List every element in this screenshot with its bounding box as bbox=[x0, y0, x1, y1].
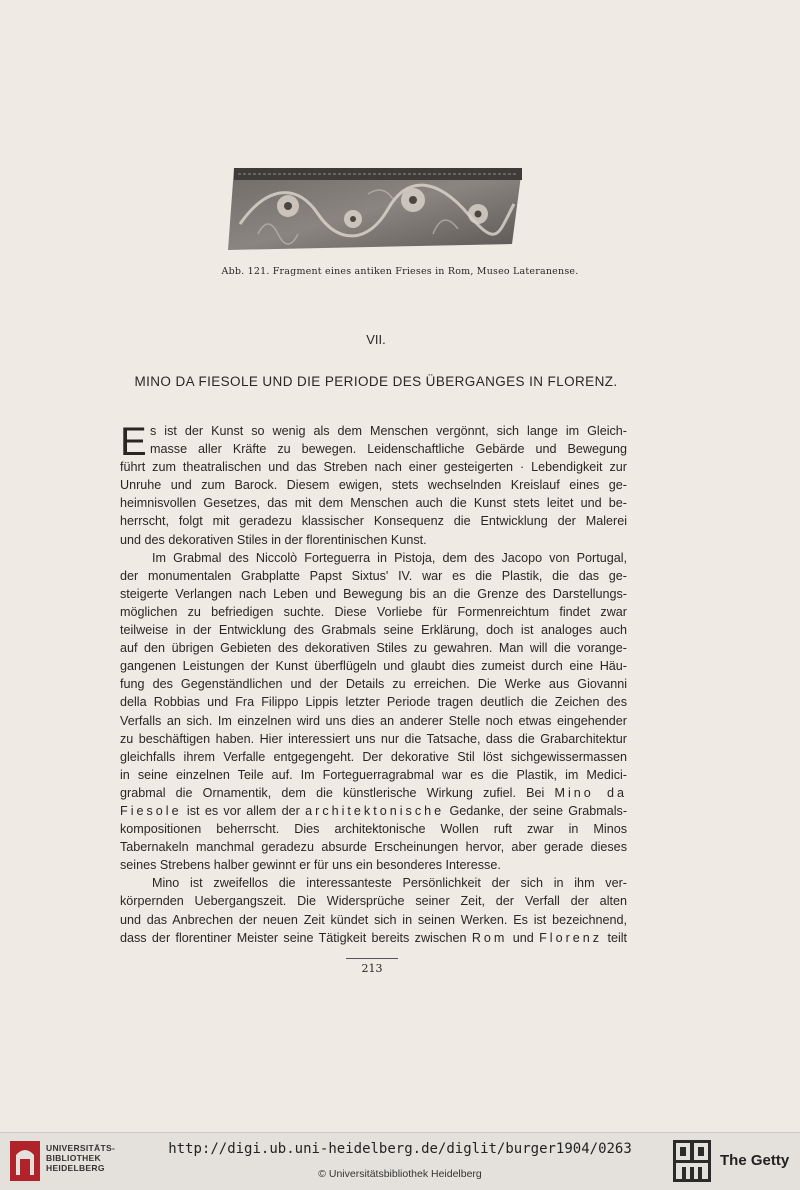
text-line: körpernden Uebergangszeit. Die Widersprüche seiner Zeit, der Verfall der alten bbox=[120, 894, 627, 909]
chapter-title: MINO DA FIESOLE UND DIE PERIODE DES ÜBERGANGES IN FLORENZ. bbox=[134, 374, 618, 389]
text-line: s ist der Kunst so wenig als dem Menschen vergönnt, sich lange im Gleich- bbox=[150, 424, 627, 438]
text-line: seines Strebens halber gewinnt er für uns ein besonderes Interesse. bbox=[120, 858, 501, 873]
page-number: 213 bbox=[361, 962, 383, 975]
body-text bbox=[120, 422, 627, 947]
figure-caption: Abb. 121. Fragment eines antiken Frieses in Rom, Museo Lateranense. bbox=[221, 266, 579, 277]
getty-logo-icon bbox=[673, 1140, 711, 1182]
text-line: zu beschäftigen haben. Hier interessiert uns nur die Tatsache, dass die Grabarchitektur bbox=[120, 731, 627, 746]
frieze-illustration bbox=[228, 164, 522, 252]
text-line: heimnisvollen Gesetzes, das mit dem Menschen auch die Kunst stets leitet und be- bbox=[120, 496, 627, 511]
text-line: Im Grabmal des Niccolò Forteguerra in Pistoja, dem des Jacopo von Portugal, bbox=[152, 550, 627, 565]
text-line: dass der florentiner Meister seine Tätigkeit bereits zwischen Rom und Florenz teilt bbox=[120, 930, 628, 945]
text-line: grabmal die Ornamentik, dem die künstlerische Wirkung zufiel. Bei Mino da bbox=[120, 785, 627, 800]
text-line: gangenen Leistungen der Kunst überflügeln und glaubt dies zumeist durch eine Häu- bbox=[120, 659, 627, 674]
text-line: auf den übrigen Gebieten des dekorativen Stiles zu gewahren. Man will die vorange- bbox=[120, 641, 627, 656]
text-line: und das Anbrechen der neuen Zeit kündet sich in seinen Werken. Es ist bezeichnend, bbox=[120, 912, 627, 927]
text-line: kompositionen beherrscht. Dies architektonische Wollen ruft zwar in Minos bbox=[120, 822, 627, 837]
text-line: Mino ist zweifellos die interessanteste Persönlichkeit der sich in ihm ver- bbox=[152, 876, 627, 891]
text-line: gleichfalls ihrem Verfalle entgegengeht. Der dekorative Stil löst sichgewissermassen bbox=[120, 749, 627, 764]
chapter-number: VII. bbox=[366, 332, 386, 347]
text-line: teilweise in der Entwicklung des Grabmals seine Erklärung, doch ist analoges auch bbox=[120, 623, 627, 638]
drop-cap: E bbox=[120, 420, 147, 464]
text-line: steigerte Verlangen nach Leben und Bewegung bis an die Grenze des Darstellungs- bbox=[120, 586, 627, 601]
permalink-url[interactable]: http://digi.ub.uni-heidelberg.de/diglit/burger1904/0263 bbox=[168, 1141, 632, 1157]
text-line: der monumentalen Grabplatte Papst Sixtus' IV. war es die Plastik, die das ge- bbox=[120, 568, 627, 583]
text-line: in seine einzelnen Teile auf. Im Forteguerragrabmal war es die Plastik, im Medici- bbox=[120, 767, 627, 782]
text-line: möglichen zu befriedigen suchte. Diese Vorliebe für Formenreichtum findet zwar bbox=[120, 604, 627, 619]
text-line: herrscht, folgt mit geradezu klassischer Konsequenz die Entwicklung der Malerei bbox=[120, 514, 627, 529]
text-line: und des dekorativen Stiles in der florentinischen Kunst. bbox=[120, 532, 427, 547]
text-line: Tabernakeln manchmal geradezu absurde Erscheinungen hervor, aber gerade dieses bbox=[120, 840, 627, 855]
copyright-notice: © Universitätsbibliothek Heidelberg bbox=[318, 1168, 482, 1180]
text-line: Fiesole ist es vor allem der architektonische Gedanke, der seine Grabmals- bbox=[120, 803, 628, 818]
text-line: Unruhe und zum Barock. Diesem ewigen, stets wechselnden Kreislauf eines ge- bbox=[120, 478, 627, 493]
text-line: della Robbias und Fra Filippo Lippis letzter Periode tragen deutlich die Zeichen des bbox=[120, 695, 627, 710]
text-line: masse aller Kräfte zu bewegen. Leidenschaftliche Gebärde und Bewegung bbox=[150, 442, 627, 457]
footer-bar bbox=[0, 1132, 800, 1190]
getty-name: The Getty bbox=[720, 1152, 790, 1169]
university-library-name: UNIVERSITÄTS- BIBLIOTHEK HEIDELBERG bbox=[46, 1143, 116, 1173]
text-line: fung des Gegenständlichen und der Details zu erreichen. Die Werke aus Giovanni bbox=[120, 677, 627, 692]
text-line: Verfalls an sich. Im einzelnen wird uns dies an anderer Stelle noch etwas eingehender bbox=[120, 713, 627, 728]
page-number-rule bbox=[346, 958, 398, 959]
text-line: führt zum theatralischen und das Streben nach einer gesteigerten · Lebendigkeit zur bbox=[120, 460, 627, 475]
